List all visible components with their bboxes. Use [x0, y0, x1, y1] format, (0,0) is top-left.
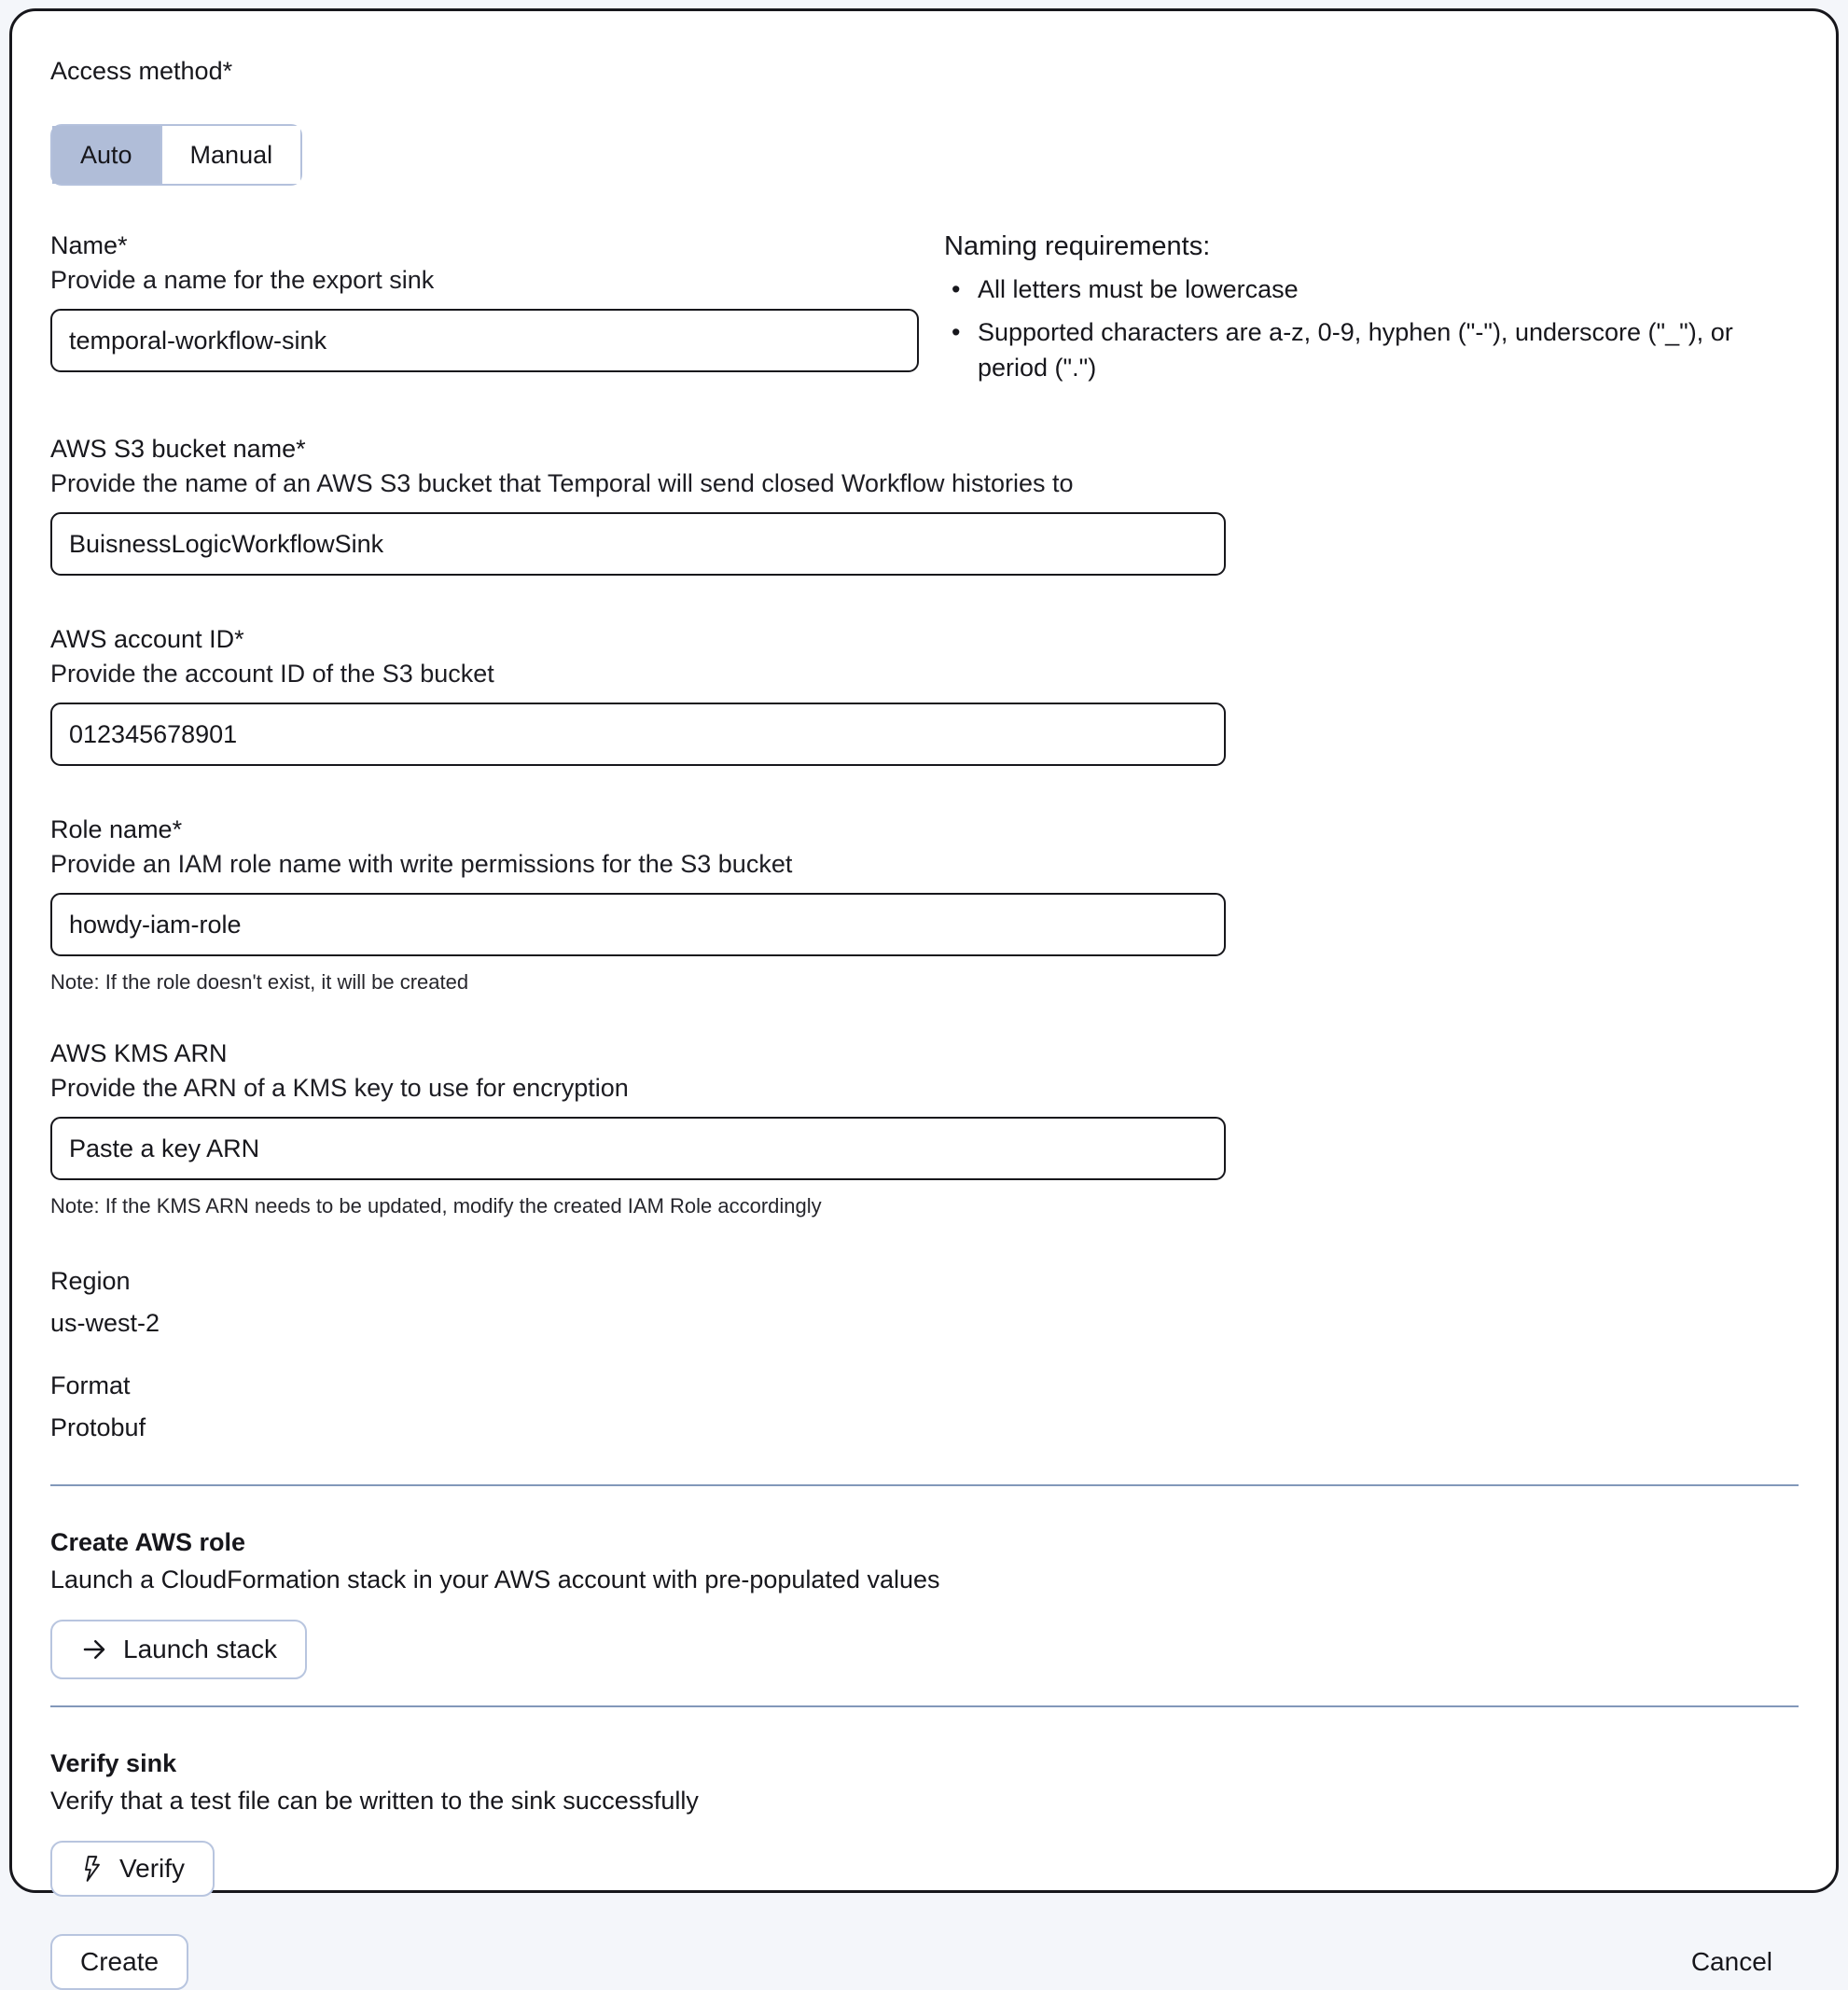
form-footer [50, 1934, 1799, 1990]
format-block [50, 1369, 1799, 1445]
naming-requirements [944, 229, 1799, 385]
s3-bucket-input[interactable] [50, 512, 1226, 576]
naming-requirement-item: • Supported characters are a-z, 0-9, hyphen ("-"), underscore ("_"), or period (".") [944, 314, 1765, 385]
create-aws-role-description: Launch a CloudFormation stack in your AWS account with pre-populated values [50, 1566, 940, 1593]
naming-requirement-item: • All letters must be lowercase [944, 271, 1765, 307]
kms-arn-note: Note: If the KMS ARN needs to be updated, modify the created IAM Role accordingly [50, 1194, 822, 1218]
name-description: Provide a name for the export sink [50, 266, 435, 294]
role-name-input[interactable] [50, 893, 1226, 956]
region-value: us-west-2 [50, 1309, 160, 1337]
verify-button[interactable] [50, 1841, 215, 1897]
s3-bucket-field-group [50, 432, 1799, 576]
name-field-group [50, 229, 919, 385]
account-id-description: Provide the account ID of the S3 bucket [50, 660, 494, 688]
create-aws-role-section [50, 1525, 1799, 1679]
create-aws-role-title: Create AWS role [50, 1528, 246, 1556]
verify-sink-title: Verify sink [50, 1749, 177, 1777]
role-name-note: Note: If the role doesn't exist, it will be created [50, 970, 469, 994]
format-value: Protobuf [50, 1413, 146, 1441]
verify-sink-section [50, 1746, 1799, 1897]
s3-bucket-description: Provide the name of an AWS S3 bucket that Temporal will send closed Workflow histories to [50, 469, 1074, 497]
region-block [50, 1264, 1799, 1341]
account-id-label: AWS account ID* [50, 625, 244, 653]
create-button[interactable]: Create [50, 1934, 188, 1990]
kms-arn-label: AWS KMS ARN [50, 1039, 228, 1067]
verify-sink-description: Verify that a test file can be written to the sink successfully [50, 1787, 699, 1815]
role-name-field-group [50, 813, 1799, 995]
account-id-input[interactable] [50, 703, 1226, 766]
kms-arn-field-group [50, 1037, 1799, 1219]
format-label: Format [50, 1371, 131, 1399]
name-input[interactable] [50, 309, 919, 372]
role-name-description: Provide an IAM role name with write permissions for the S3 bucket [50, 850, 793, 878]
export-sink-form-card [9, 8, 1839, 1976]
launch-stack-button[interactable] [50, 1620, 307, 1679]
section-divider [50, 1705, 1799, 1707]
naming-requirements-list [944, 271, 1799, 385]
section-divider [50, 1484, 1799, 1486]
account-id-field-group [50, 622, 1799, 766]
kms-arn-description: Provide the ARN of a KMS key to use for encryption [50, 1074, 629, 1102]
access-method-auto-button[interactable]: Auto [52, 126, 160, 184]
access-method-manual-button[interactable]: Manual [160, 126, 301, 184]
launch-stack-button-label: Launch stack [123, 1635, 277, 1663]
kms-arn-input[interactable] [50, 1117, 1226, 1180]
naming-requirements-title: Naming requirements: [944, 231, 1211, 261]
lightning-icon [80, 1855, 104, 1883]
s3-bucket-label: AWS S3 bucket name* [50, 435, 306, 463]
arrow-right-icon [80, 1635, 108, 1663]
access-method-toggle [50, 124, 302, 186]
role-name-label: Role name* [50, 815, 183, 843]
cancel-button[interactable]: Cancel [1690, 1947, 1772, 1976]
access-method-label: Access method* [50, 57, 233, 85]
verify-button-label: Verify [119, 1854, 186, 1883]
name-label: Name* [50, 231, 128, 259]
region-label: Region [50, 1267, 131, 1295]
